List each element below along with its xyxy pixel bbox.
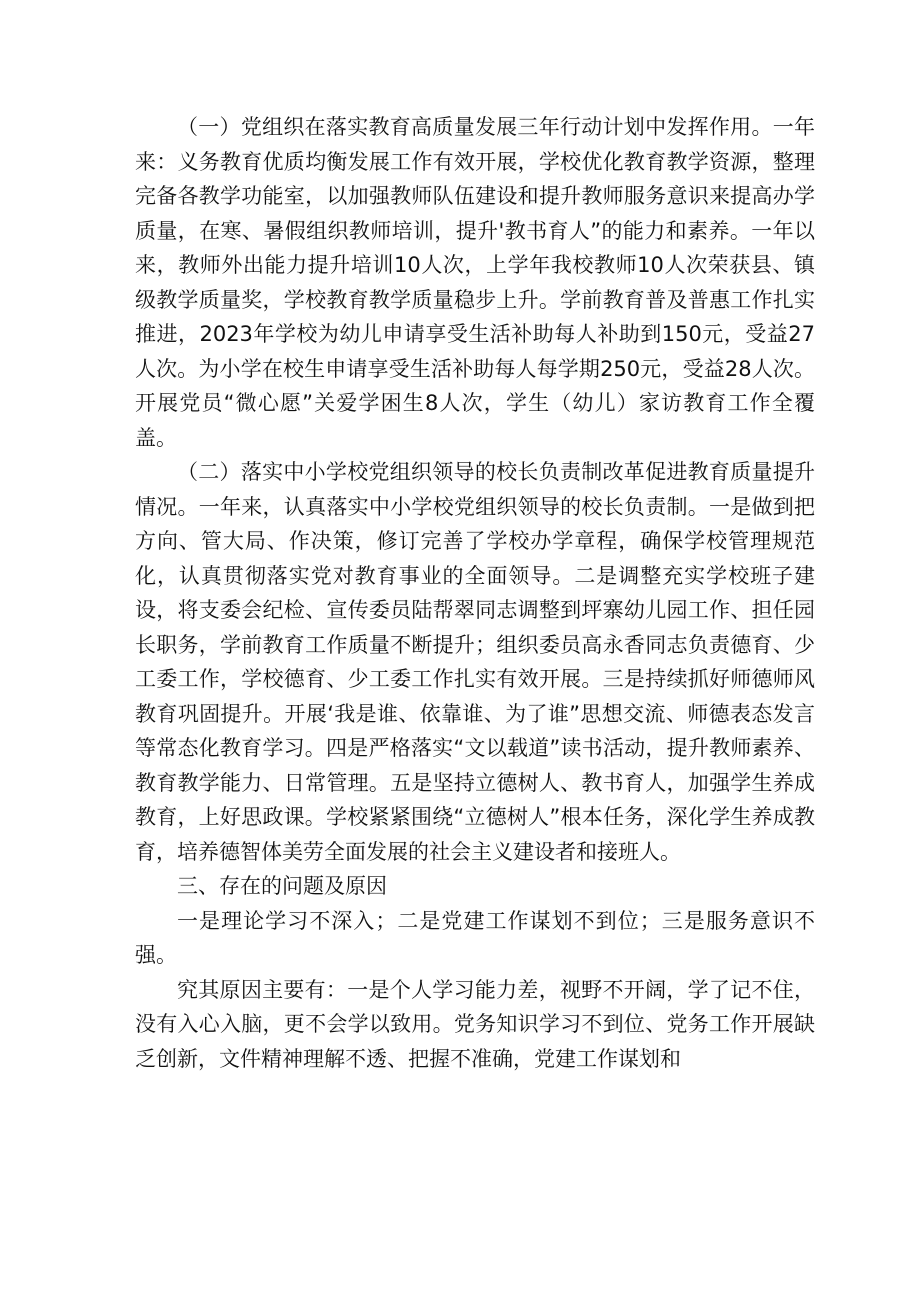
paragraph-causes: 究其原因主要有：一是个人学习能力差，视野不开阔，学了记不住，没有入心入脑，更不会学以致用。党务知识学习不到位、党务工作开展缺乏创新，文件精神理解不透、把握不准确，党建工作谋划和 <box>135 977 815 1071</box>
paragraph-party-org-role: （一）党组织在落实教育高质量发展三年行动计划中发挥作用。一年来：义务教育优质均衡发展工作有效开展，学校优化教育教学资源，整理完备各教学功能室，以加强教师队伍建设和提升教师服务意识来提高办学质量，在寒、暑假组织教师培训，提升'教书育人”的能力和素养。一年以来，教师外出能力提升培训10人次，上学年我校教师10人次荣获县、镇级教学质量奖，学校教育教学质量稳步上升。学前教育普及普惠工作扎实推进，2023年学校为幼儿申请享受生活补助每人补助到150元，受益27人次。为小学在校生申请享受生活补助每人每学期250元，受益28人次。开展党员“微心愿”关爱学困生8人次，学生（幼儿）家访教育工作全覆盖。 <box>135 115 815 450</box>
paragraph-principal-responsibility: （二）落实中小学校党组织领导的校长负责制改革促进教育质量提升情况。一年来，认真落实中小学校党组织领导的校长负责制。一是做到把方向、管大局、作决策，修订完善了学校办学章程，确保学校管理规范化，认真贯彻落实党对教育事业的全面领导。二是调整充实学校班子建设，将支委会纪检、宣传委员陆帮翠同志调整到坪寨幼儿园工作、担任园长职务，学前教育工作质量不断提升；组织委员高永香同志负责德育、少工委工作，学校德育、少工委工作扎实有效开展。三是持续抓好师德师风教育巩固提升。开展‘我是谁、依靠谁、为了谁”思想交流、师德表态发言等常态化教育学习。四是严格落实“文以载道”读书活动，提升教师素养、教育教学能力、日常管理。五是坚持立德树人、教书育人，加强学生养成教育，上好思政课。学校紧紧围绕“立德树人”根本任务，深化学生养成教育，培养德智体美劳全面发展的社会主义建设者和接班人。 <box>135 460 815 864</box>
document-page <box>135 110 815 1076</box>
section-heading-problems: 三、存在的问题及原因 <box>177 874 387 898</box>
paragraph-problems-list: 一是理论学习不深入；二是党建工作谋划不到位；三是服务意识不强。 <box>135 908 815 967</box>
